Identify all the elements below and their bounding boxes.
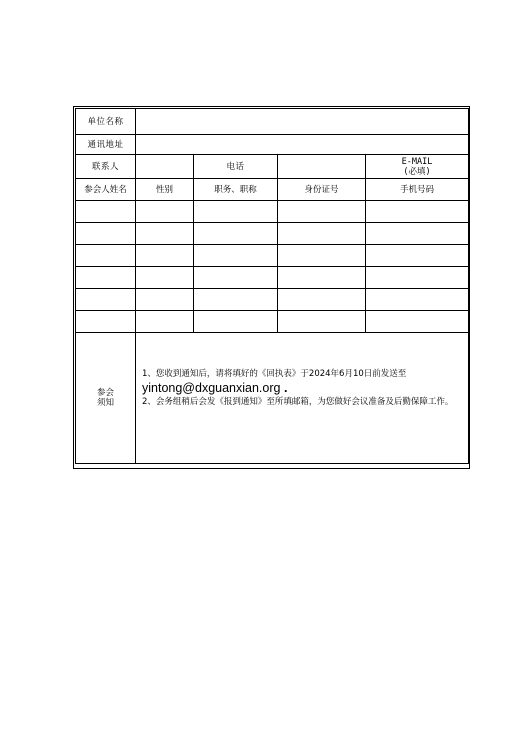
id-number-cell[interactable] bbox=[278, 245, 366, 267]
phone-label: 电话 bbox=[194, 155, 278, 179]
mobile-cell[interactable] bbox=[366, 289, 469, 311]
position-cell[interactable] bbox=[194, 223, 278, 245]
position-cell[interactable] bbox=[194, 267, 278, 289]
attendee-name-cell[interactable] bbox=[76, 267, 136, 289]
mobile-cell[interactable] bbox=[366, 267, 469, 289]
mobile-cell[interactable] bbox=[366, 201, 469, 223]
table-row bbox=[76, 311, 469, 333]
table-row bbox=[76, 289, 469, 311]
gender-cell[interactable] bbox=[136, 289, 194, 311]
attendee-name-cell[interactable] bbox=[76, 223, 136, 245]
header-gender: 性别 bbox=[136, 179, 194, 201]
mobile-cell[interactable] bbox=[366, 311, 469, 333]
notice-body bbox=[136, 333, 469, 464]
header-attendee-name: 参会人姓名 bbox=[76, 179, 136, 201]
address-row bbox=[76, 135, 469, 155]
notice-label-line2: 须知 bbox=[96, 398, 114, 408]
email-label-text: E-MAIL bbox=[401, 156, 433, 167]
header-mobile-number: 手机号码 bbox=[366, 179, 469, 201]
table-row bbox=[76, 245, 469, 267]
table-row bbox=[76, 267, 469, 289]
gender-cell[interactable] bbox=[136, 311, 194, 333]
position-cell[interactable] bbox=[194, 245, 278, 267]
gender-cell[interactable] bbox=[136, 245, 194, 267]
attendee-name-cell[interactable] bbox=[76, 311, 136, 333]
contact-label: 联系人 bbox=[76, 155, 136, 179]
gender-cell[interactable] bbox=[136, 201, 194, 223]
email-label bbox=[366, 155, 469, 179]
unit-name-field[interactable] bbox=[136, 109, 469, 135]
position-cell[interactable] bbox=[194, 311, 278, 333]
registration-form-table bbox=[75, 108, 469, 464]
header-position-title: 职务、职称 bbox=[194, 179, 278, 201]
contact-field[interactable] bbox=[136, 155, 194, 179]
table-row bbox=[76, 201, 469, 223]
notice-label-line1: 参会 bbox=[96, 388, 114, 398]
notice-line-1: 1、您收到通知后，请将填好的《回执表》于2024年6月10日前发送至 bbox=[142, 369, 407, 379]
id-number-cell[interactable] bbox=[278, 201, 366, 223]
notice-row bbox=[76, 333, 469, 464]
attendee-name-cell[interactable] bbox=[76, 245, 136, 267]
gender-cell[interactable] bbox=[136, 223, 194, 245]
gender-cell[interactable] bbox=[136, 267, 194, 289]
address-label: 通讯地址 bbox=[76, 135, 136, 155]
notice-label bbox=[76, 333, 136, 464]
address-field[interactable] bbox=[136, 135, 469, 155]
id-number-cell[interactable] bbox=[278, 223, 366, 245]
email-required-text: (必填) bbox=[403, 166, 431, 177]
notice-email-address: yintong@dxguanxian.org bbox=[142, 381, 281, 395]
unit-name-row bbox=[76, 109, 469, 135]
id-number-cell[interactable] bbox=[278, 267, 366, 289]
contact-row bbox=[76, 155, 469, 179]
notice-email-suffix: . bbox=[280, 381, 288, 395]
unit-name-label: 单位名称 bbox=[76, 109, 136, 135]
attendee-name-cell[interactable] bbox=[76, 201, 136, 223]
notice-line-2: 2、会务组稍后会发《报到通知》至所填邮箱，为您做好会议准备及后勤保障工作。 bbox=[142, 397, 454, 407]
position-cell[interactable] bbox=[194, 289, 278, 311]
mobile-cell[interactable] bbox=[366, 223, 469, 245]
header-id-number: 身份证号 bbox=[278, 179, 366, 201]
id-number-cell[interactable] bbox=[278, 311, 366, 333]
mobile-cell[interactable] bbox=[366, 245, 469, 267]
attendee-header-row bbox=[76, 179, 469, 201]
position-cell[interactable] bbox=[194, 201, 278, 223]
attendee-name-cell[interactable] bbox=[76, 289, 136, 311]
phone-field[interactable] bbox=[278, 155, 366, 179]
id-number-cell[interactable] bbox=[278, 289, 366, 311]
table-row bbox=[76, 223, 469, 245]
